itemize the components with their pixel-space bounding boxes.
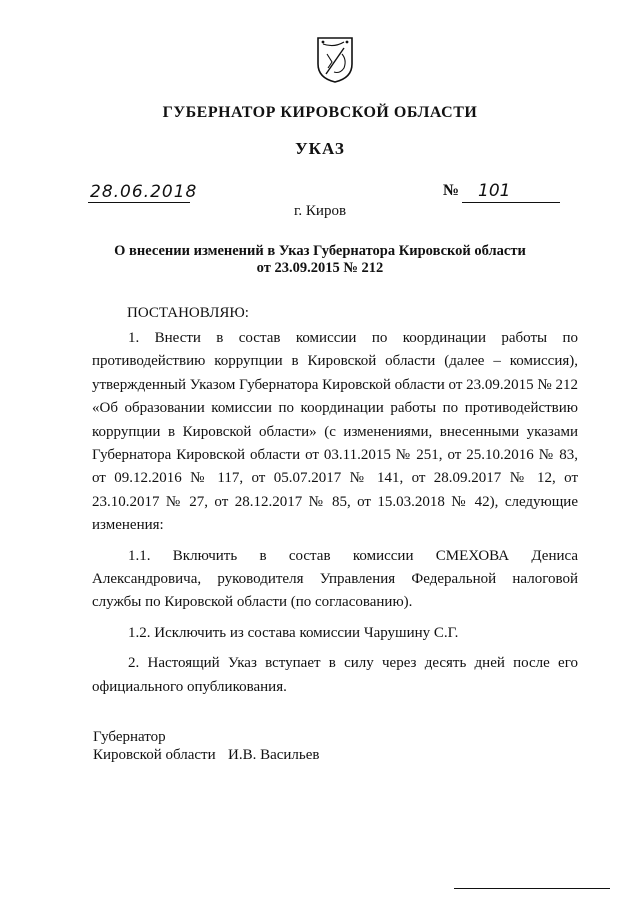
document-number: 101 (478, 181, 511, 201)
paragraph-2: 2. Настоящий Указ вступает в силу через десять дней после его официального опубликования. (92, 655, 578, 695)
document-type: УКАЗ (295, 139, 345, 158)
signer-name: И.В. Васильев (228, 747, 320, 763)
paragraph-1-1: 1.1. Включить в состав комиссии СМЕХОВА Дениса Александровича, руководителя Управления Федеральной налоговой службы по Кировской области (по согласованию). (92, 547, 578, 611)
decree-word: ПОСТАНОВЛЯЮ: (127, 305, 249, 321)
subject-line-2: от 23.09.2015 № 212 (256, 260, 384, 276)
paragraph-1: 1. Внести в состав комиссии по координации работы по противодействию коррупции в Кировской области (далее – комиссия), утвержденный Указом Губернатора Кировской области от 23.09.2015 № 212 «Об образовании комиссии по координации работы по противодействию коррупции в Кировской области» (с изменениями, внесенными указами Губернатора Кировской области от 03.11.2015 № 251, от 25.10.2016 № 83, от 09.12.2016 № 117, от 05.07.2017 № 141, от 28.09.2017 № 12, от 23.10.2017 № 27, от 28.12.2017 № 85, от 15.03.2018 № 42), следующие изменения: (92, 330, 578, 534)
document-date: 28.06.2018 (90, 182, 198, 202)
document-body (92, 327, 578, 699)
coat-of-arms-icon (314, 34, 356, 84)
signer-position-line-2: Кировской области (93, 747, 216, 763)
footer-rule (454, 888, 610, 889)
document-subject (0, 243, 640, 277)
number-label: № (443, 182, 460, 199)
issuer-title: ГУБЕРНАТОР КИРОВСКОЙ ОБЛАСТИ (162, 104, 478, 121)
paragraph-1-2: 1.2. Исключить из состава комиссии Чарушину С.Г. (128, 624, 459, 641)
subject-line-1: О внесении изменений в Указ Губернатора Кировской области (114, 243, 526, 259)
place-of-issue: г. Киров (293, 203, 347, 219)
signer-position-line-1: Губернатор (93, 729, 166, 745)
